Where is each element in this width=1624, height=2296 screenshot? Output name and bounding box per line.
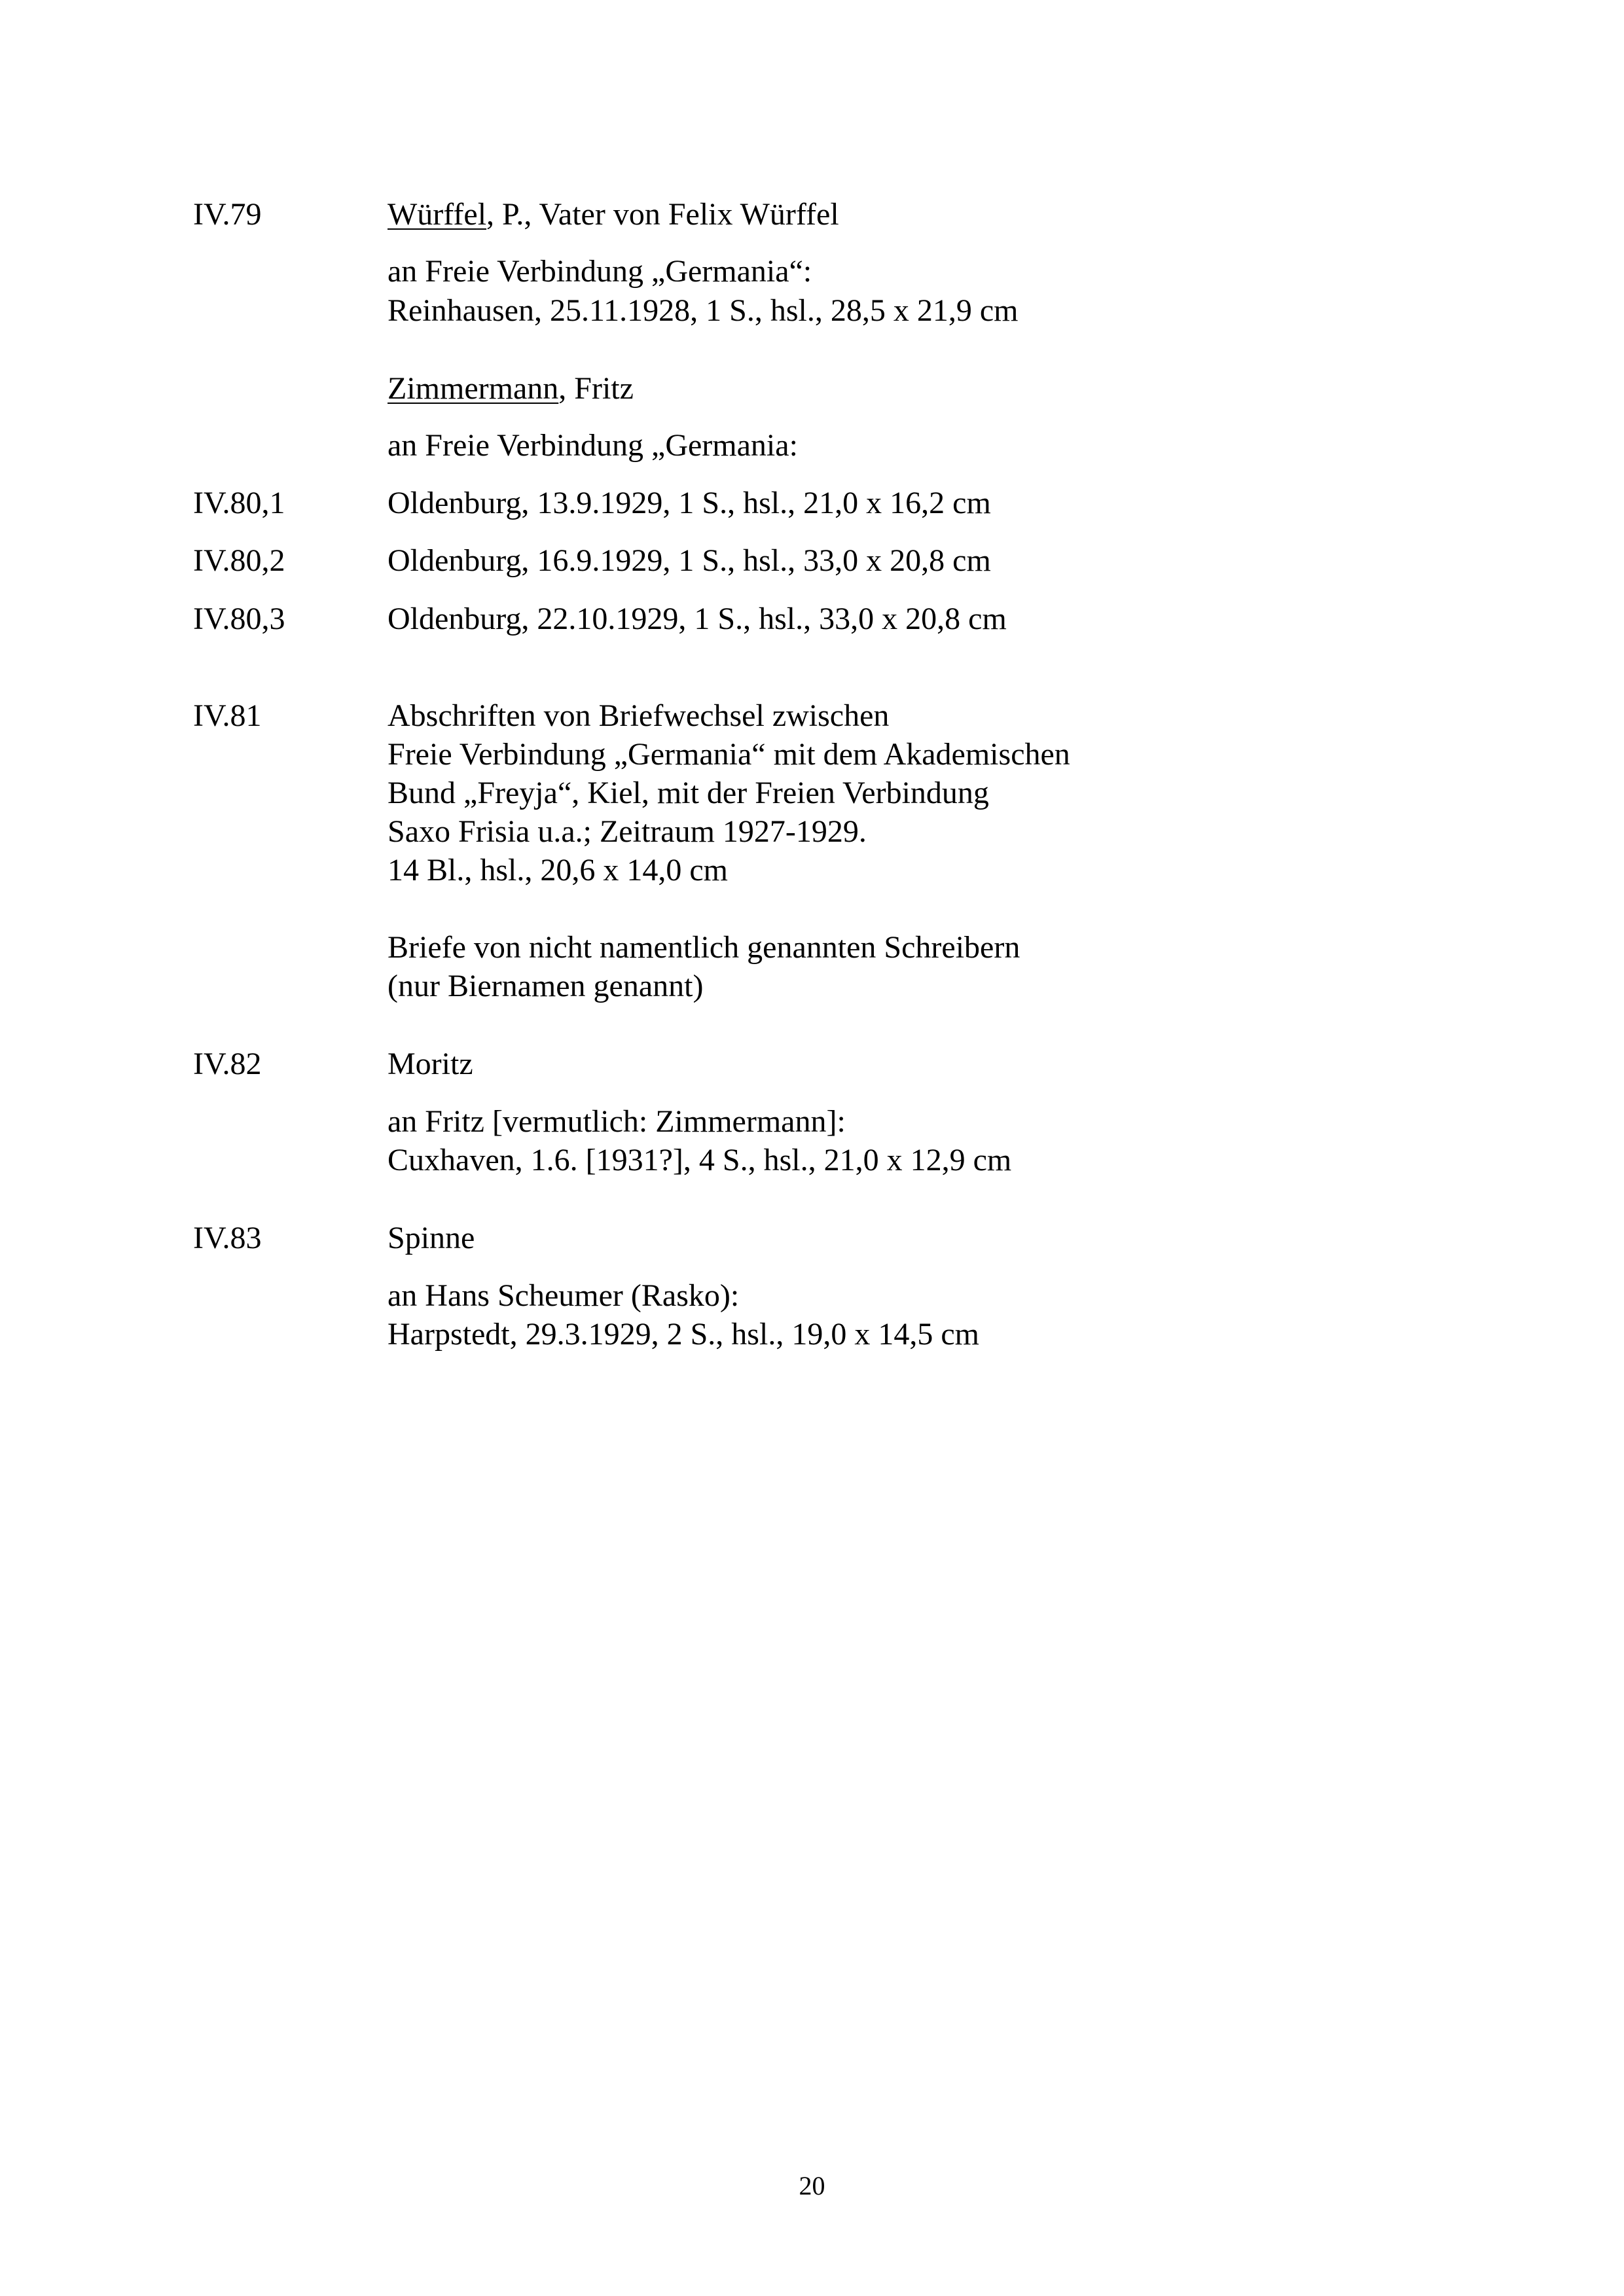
entry-79-recipient: an Freie Verbindung „Germania“:: [388, 254, 812, 289]
entry-80-2-details: Oldenburg, 16.9.1929, 1 S., hsl., 33,0 x 20,8 cm: [388, 543, 991, 578]
entry-81-signature: IV.81: [193, 698, 262, 733]
entry-83-details: Harpstedt, 29.3.1929, 2 S., hsl., 19,0 x 14,5 cm: [388, 1317, 979, 1352]
entry-80-name: Zimmermann: [388, 371, 559, 406]
section-note-line-2: (nur Biernamen genannt): [388, 969, 704, 1003]
entry-83-signature: IV.83: [193, 1221, 262, 1255]
entry-82-details: Cuxhaven, 1.6. [1931?], 4 S., hsl., 21,0 x 12,9 cm: [388, 1143, 1012, 1177]
entry-79-details: Reinhausen, 25.11.1928, 1 S., hsl., 28,5 x 21,9 cm: [388, 293, 1019, 328]
entry-81-line-2: Freie Verbindung „Germania“ mit dem Akademischen: [388, 737, 1070, 772]
entry-80-recipient: an Freie Verbindung „Germania:: [388, 428, 798, 463]
entry-83-name: Spinne: [388, 1221, 475, 1255]
entry-80-1-signature: IV.80,1: [193, 486, 285, 520]
entry-79-heading: [388, 196, 839, 234]
entry-80-3-signature: IV.80,3: [193, 601, 285, 636]
entry-81-line-4: Saxo Frisia u.a.; Zeitraum 1927-1929.: [388, 814, 867, 849]
entry-80-3-details: Oldenburg, 22.10.1929, 1 S., hsl., 33,0 x 20,8 cm: [388, 601, 1007, 636]
entry-80-heading: [388, 370, 634, 408]
entry-81-line-3: Bund „Freyja“, Kiel, mit der Freien Verbindung: [388, 776, 989, 810]
entry-81-line-1: Abschriften von Briefwechsel zwischen: [388, 698, 890, 733]
page-number: 20: [799, 2171, 825, 2200]
entry-83-recipient: an Hans Scheumer (Rasko):: [388, 1278, 740, 1313]
entry-80-name-rest: , Fritz: [558, 371, 634, 406]
entry-82-name: Moritz: [388, 1047, 473, 1081]
section-note-line-1: Briefe von nicht namentlich genannten Schreibern: [388, 930, 1020, 965]
entry-82-recipient: an Fritz [vermutlich: Zimmermann]:: [388, 1104, 846, 1139]
entry-80-1-details: Oldenburg, 13.9.1929, 1 S., hsl., 21,0 x 16,2 cm: [388, 486, 991, 520]
entry-79-signature: IV.79: [193, 197, 262, 232]
entry-79-name: Würffel: [388, 197, 487, 232]
entry-81-line-5: 14 Bl., hsl., 20,6 x 14,0 cm: [388, 853, 729, 888]
entry-82-signature: IV.82: [193, 1047, 262, 1081]
entry-79-name-rest: , P., Vater von Felix Würffel: [486, 197, 839, 232]
entry-80-2-signature: IV.80,2: [193, 543, 285, 578]
